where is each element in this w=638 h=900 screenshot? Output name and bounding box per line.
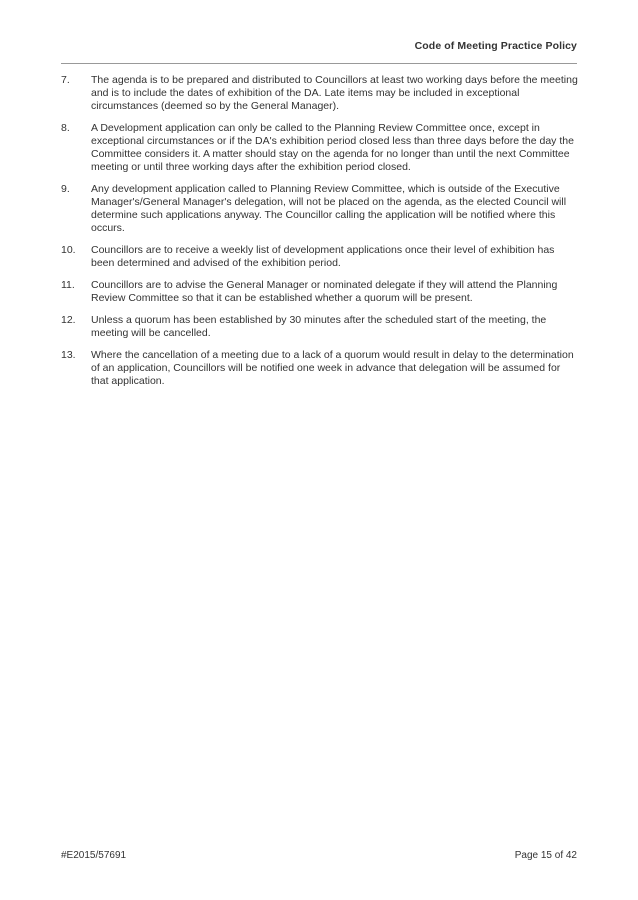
- list-item-text: Councillors are to receive a weekly list of development applications once their level of exhibition has been determined and advised of the exhibition period.: [91, 244, 555, 269]
- list-item-text: Where the cancellation of a meeting due to a lack of a quorum would result in delay to the determination of an application, Councillors will be notified one week in advance that delegation will be assumed for that application.: [91, 349, 574, 387]
- list-item-number: 12.: [61, 314, 76, 326]
- list-item-text: Councillors are to advise the General Manager or nominated delegate if they will attend the Planning Review Committee so that it can be established whether a quorum will be present.: [91, 279, 558, 304]
- list-item-number: 8.: [61, 122, 70, 134]
- list-item: [61, 314, 579, 340]
- list-item-number: 7.: [61, 74, 70, 86]
- page-number: Page 15 of 42: [514, 850, 577, 861]
- list-item: [61, 244, 579, 270]
- list-item: [61, 74, 579, 113]
- list-item: [61, 122, 579, 174]
- numbered-list: [61, 74, 579, 397]
- document-reference: #E2015/57691: [61, 850, 127, 861]
- list-item-number: 13.: [61, 349, 76, 361]
- list-item-number: 9.: [61, 183, 70, 195]
- list-item-text: A Development application can only be called to the Planning Review Committee once, except in exceptional circumstances or if the DA's exhibition period closed less than three days before the day the Committee considers it. A matter should stay on the agenda for no longer than until the next Committee meeting or until three working days after the exhibition period closed.: [91, 122, 574, 173]
- list-item-text: Unless a quorum has been established by 30 minutes after the scheduled start of the meeting, the meeting will be cancelled.: [91, 314, 547, 339]
- list-item-number: 11.: [61, 279, 75, 291]
- list-item-number: 10.: [61, 244, 76, 256]
- list-item: [61, 279, 579, 305]
- header-divider: [61, 63, 577, 64]
- page-header-title: Code of Meeting Practice Policy: [414, 40, 577, 52]
- list-item: [61, 183, 579, 235]
- list-item-text: The agenda is to be prepared and distributed to Councillors at least two working days before the meeting and is to include the dates of exhibition of the DA. Late items may be included in exceptional circumstances (deemed so by the General Manager).: [91, 74, 578, 112]
- list-item: [61, 349, 579, 388]
- list-item-text: Any development application called to Planning Review Committee, which is outside of the Executive Manager's/General Manager's delegation, will not be placed on the agenda, as the elected Council will determine such applications anyway. The Councillor calling the application will be notified where this occurs.: [91, 183, 567, 234]
